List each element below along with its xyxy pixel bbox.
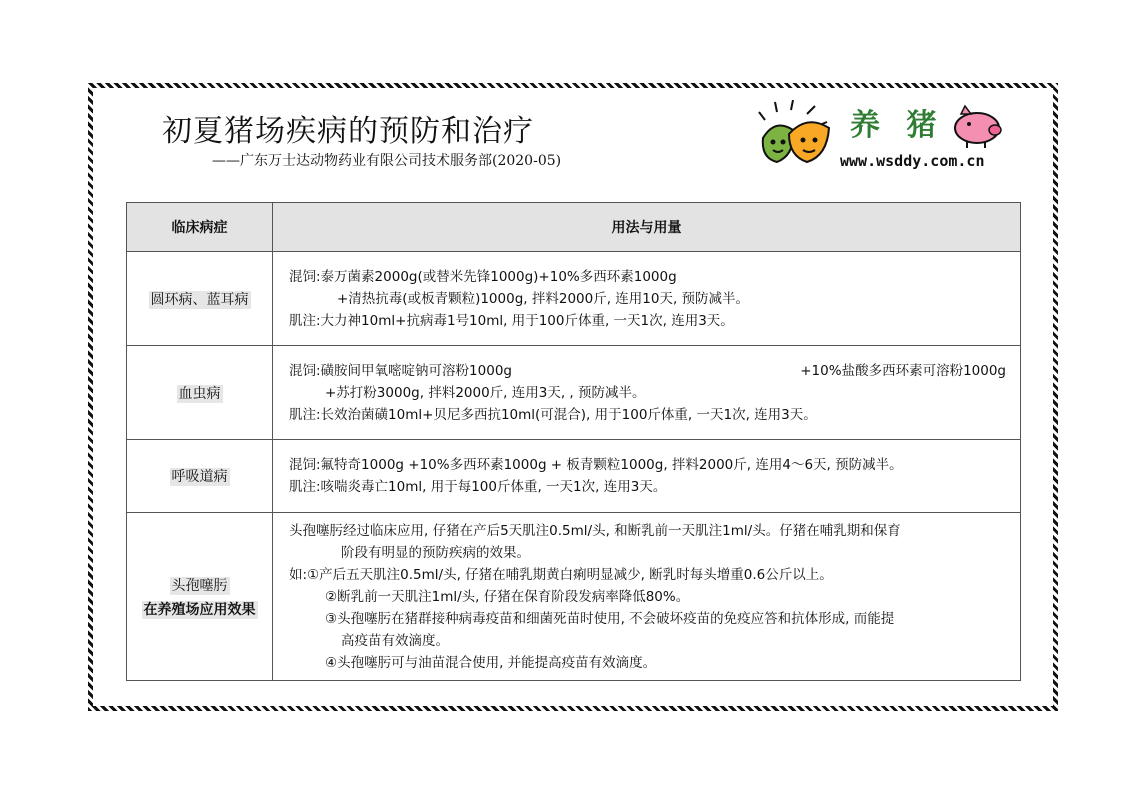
header-symptom: 临床病症 — [127, 203, 273, 252]
usage-line: ③头孢噻肟在猪群接种病毒疫苗和细菌死苗时使用, 不会破坏疫苗的免疫应答和抗体形成, 而能提 — [325, 610, 895, 627]
symptom-label: 圆环病、蓝耳病 — [150, 291, 249, 308]
usage-line: ④头孢噻肟可与油苗混合使用, 并能提高疫苗有效滴度。 — [325, 654, 657, 671]
usage-line-left: 混饲:磺胺间甲氧嘧啶钠可溶粉1000g — [289, 362, 512, 379]
usage-line: 肌注:咳喘炎毒亡10ml, 用于每100斤体重, 一天1次, 连用3天。 — [289, 479, 667, 495]
symptom-label: 呼吸道病 — [171, 469, 228, 485]
usage-line: ②断乳前一天肌注1ml/头, 仔猪在保育阶段发病率降低80%。 — [325, 588, 690, 605]
symptom-cell — [127, 440, 273, 513]
table-row — [127, 346, 1021, 440]
header-usage: 用法与用量 — [273, 203, 1021, 252]
table-row — [127, 513, 1021, 681]
usage-line: 高疫苗有效滴度。 — [341, 632, 449, 649]
symptom-label-bold: 在养殖场应用效果 — [143, 601, 256, 618]
usage-line: 混饲:泰万菌素2000g(或替米先锋1000g)+10%多西环素1000g — [289, 268, 677, 285]
usage-line: 头孢噻肟经过临床应用, 仔猪在产后5天肌注0.5ml/头, 和断乳前一天肌注1ml/头。仔猪在哺乳期和保育 — [289, 522, 901, 539]
usage-line: 肌注:长效治菌磺10ml+贝尼多西抗10ml(可混合), 用于100斤体重, 一天1次, 连用3天。 — [289, 406, 817, 423]
symptom-cell — [127, 346, 273, 440]
usage-line: 肌注:大力神10ml+抗病毒1号10ml, 用于100斤体重, 一天1次, 连用3天。 — [289, 312, 734, 329]
symptom-cell — [127, 513, 273, 681]
symptom-cell — [127, 252, 273, 346]
usage-cell — [273, 346, 1021, 440]
logo-text: 养 猪 — [850, 108, 945, 143]
page-subtitle: ——广东万士达动物药业有限公司技术服务部(2020-05) — [212, 153, 562, 169]
usage-cell — [273, 440, 1021, 513]
usage-line: 如:①产后五天肌注0.5ml/头, 仔猪在哺乳期黄白痢明显减少, 断乳时每头增重0.6公斤以上。 — [289, 566, 833, 583]
page-title: 初夏猪场疾病的预防和治疗 — [162, 114, 534, 149]
usage-line: 混饲:氟特奇1000g +10%多西环素1000g + 板青颗粒1000g, 拌料2000斤, 连用4～6天, 预防减半。 — [289, 457, 903, 473]
usage-cell — [273, 513, 1021, 681]
symptom-label: 头孢噻肟 — [171, 577, 228, 594]
usage-line: +清热抗毒(或板青颗粒)1000g, 拌料2000斤, 连用10天, 预防减半。 — [337, 290, 750, 307]
usage-cell — [273, 252, 1021, 346]
usage-line: 阶段有明显的预防疾病的效果。 — [341, 544, 530, 561]
table-row — [127, 440, 1021, 513]
treatment-table — [126, 202, 1021, 681]
usage-line: +苏打粉3000g, 拌料2000斤, 连用3天, , 预防减半。 — [325, 384, 646, 401]
usage-line — [289, 360, 1006, 382]
table-header-row — [127, 203, 1021, 252]
symptom-label: 血虫病 — [178, 385, 221, 402]
logo-url: www.wsddy.com.cn — [840, 152, 985, 170]
table-row — [127, 252, 1021, 346]
usage-line-right: +10%盐酸多西环素可溶粉1000g — [800, 362, 1006, 379]
